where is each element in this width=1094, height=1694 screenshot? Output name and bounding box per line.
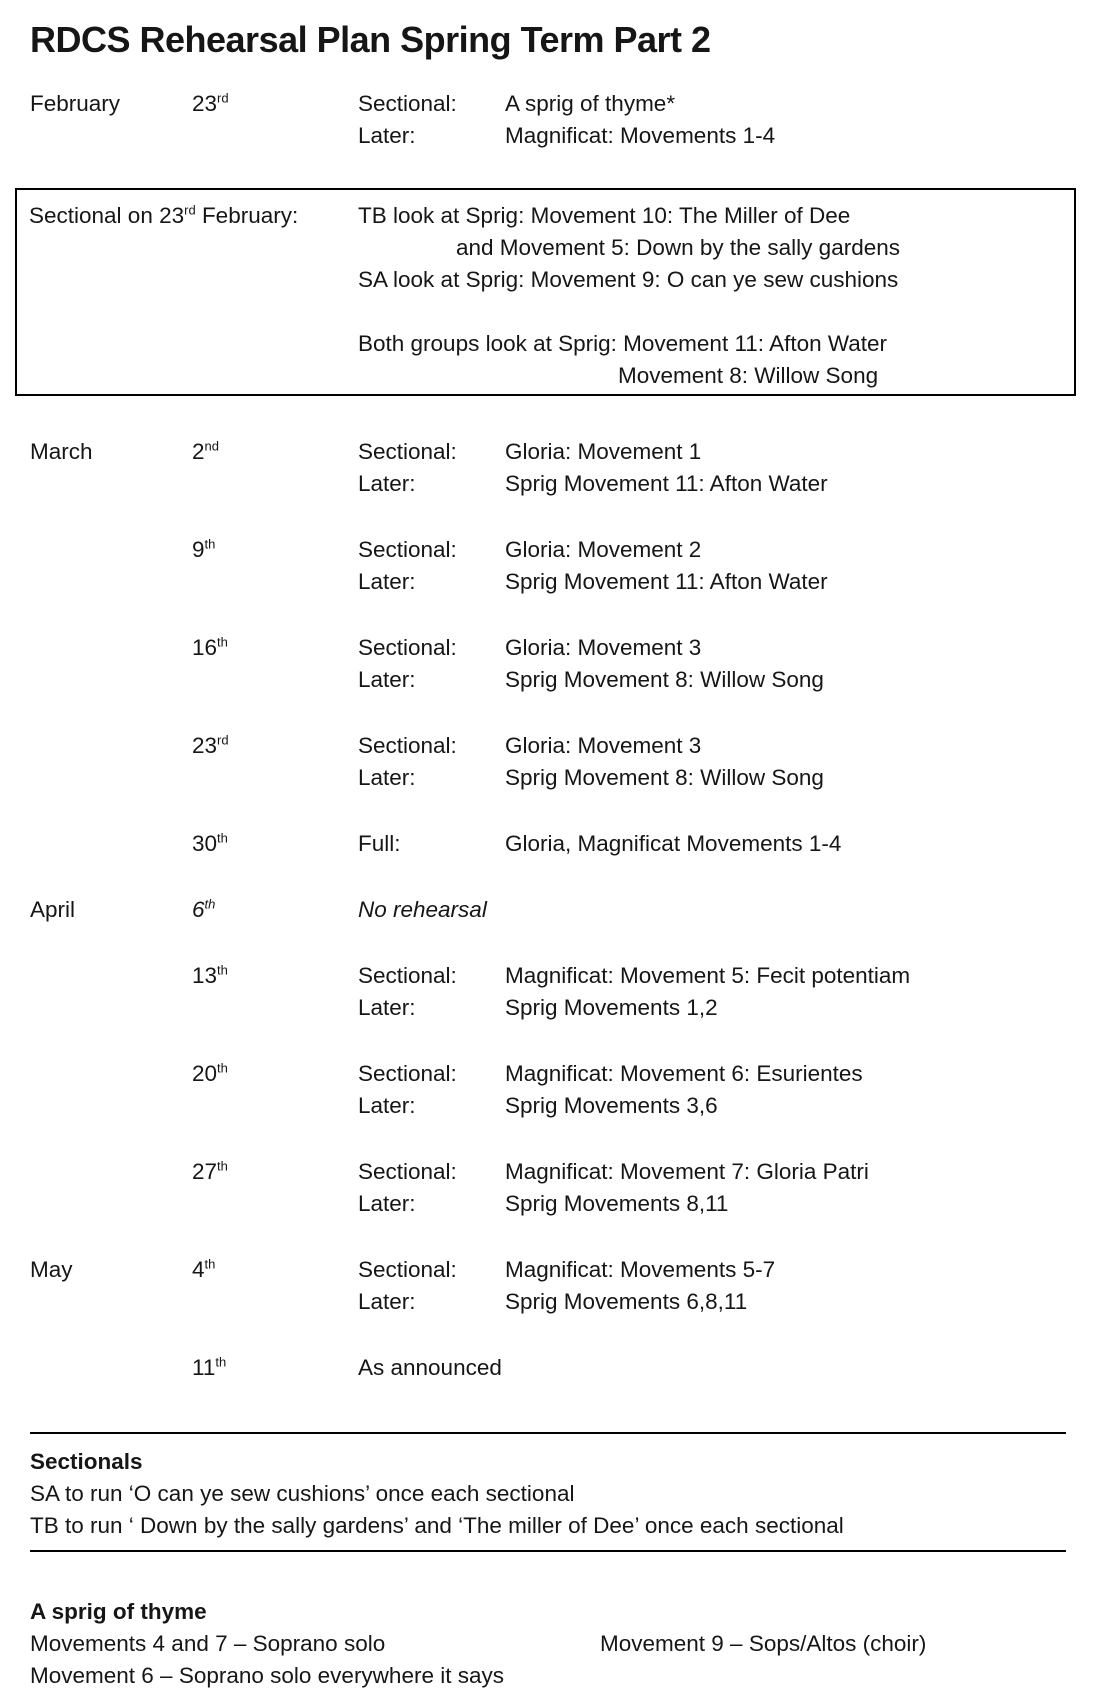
schedule-entry-mar-9 bbox=[30, 534, 1066, 598]
schedule-entry-may-11 bbox=[30, 1352, 1066, 1384]
ordinal-suffix: th bbox=[217, 1158, 228, 1174]
line-type-label: Sectional: bbox=[358, 733, 457, 758]
spacer-cell bbox=[30, 566, 192, 598]
spacer-cell bbox=[192, 1188, 358, 1220]
date-label bbox=[192, 730, 358, 762]
sprig-note-left: Movements 4 and 7 – Soprano solo bbox=[30, 1631, 386, 1656]
line-content: Gloria: Movement 3 bbox=[505, 635, 702, 660]
ordinal-suffix: rd bbox=[217, 732, 229, 748]
line-type-label: Sectional: bbox=[358, 439, 457, 464]
line-content: Magnificat: Movements 1-4 bbox=[505, 123, 776, 148]
month-label: February bbox=[30, 91, 121, 116]
line-content: Magnificat: Movements 5-7 bbox=[505, 1257, 776, 1282]
day-number: 4 bbox=[192, 1257, 205, 1282]
line-type-label: Sectional: bbox=[358, 1257, 457, 1282]
sprig-row bbox=[30, 1628, 1066, 1660]
ordinal-suffix: th bbox=[204, 1256, 216, 1272]
line-type-label: Later: bbox=[358, 123, 416, 148]
line-content: A sprig of thyme* bbox=[505, 91, 676, 116]
month-label: April bbox=[30, 897, 76, 922]
note-label-pre: Sectional on 23 bbox=[29, 203, 185, 228]
line-type-label: As announced bbox=[358, 1355, 502, 1380]
ordinal-suffix: th bbox=[217, 962, 228, 978]
line-type-label: Later: bbox=[358, 569, 416, 594]
line-type-label: Later: bbox=[358, 995, 416, 1020]
month-label bbox=[30, 1058, 192, 1090]
line-content: Sprig Movement 11: Afton Water bbox=[505, 569, 828, 594]
note-line: Both groups look at Sprig: Movement 11: Afton Water bbox=[358, 331, 888, 356]
month-label bbox=[30, 828, 192, 860]
day-number: 6 bbox=[192, 897, 205, 922]
spacer-cell bbox=[192, 664, 358, 696]
line-type-label: Sectional: bbox=[358, 1159, 457, 1184]
line-content: Magnificat: Movement 6: Esurientes bbox=[505, 1061, 863, 1086]
line-content: Sprig Movement 11: Afton Water bbox=[505, 471, 828, 496]
date-label bbox=[192, 1156, 358, 1188]
date-label bbox=[192, 828, 358, 860]
note-blank-line bbox=[358, 296, 1074, 328]
date-label bbox=[192, 1352, 358, 1384]
line-type-label: Later: bbox=[358, 1289, 416, 1314]
divider-line bbox=[30, 1550, 1066, 1552]
line-content: Sprig Movements 1,2 bbox=[505, 995, 718, 1020]
spacer-cell bbox=[192, 1286, 358, 1318]
note-label-post: February: bbox=[195, 203, 299, 228]
ordinal-suffix: th bbox=[215, 1354, 227, 1370]
line-content: Sprig Movements 3,6 bbox=[505, 1093, 718, 1118]
line-content bbox=[505, 894, 1066, 926]
date-label bbox=[192, 1254, 358, 1286]
sectional-note-box bbox=[15, 188, 1076, 396]
day-number: 23 bbox=[192, 733, 218, 758]
sectionals-heading: Sectionals bbox=[30, 1449, 143, 1474]
spacer-cell bbox=[30, 664, 192, 696]
date-label bbox=[192, 534, 358, 566]
ordinal-suffix: th bbox=[217, 830, 228, 846]
schedule-entry-apr-6 bbox=[30, 894, 1066, 926]
line-content: Gloria: Movement 3 bbox=[505, 733, 702, 758]
schedule-entry-mar-23 bbox=[30, 730, 1066, 794]
ordinal-suffix: th bbox=[204, 896, 216, 912]
line-type-label: Sectional: bbox=[358, 963, 457, 988]
line-content: Sprig Movement 8: Willow Song bbox=[505, 765, 824, 790]
schedule-entry-apr-13 bbox=[30, 960, 1066, 1024]
date-label bbox=[192, 894, 358, 926]
day-number: 13 bbox=[192, 963, 218, 988]
date-label bbox=[192, 436, 358, 468]
month-label bbox=[30, 730, 192, 762]
line-type-label: Sectional: bbox=[358, 91, 457, 116]
month-label: May bbox=[30, 1257, 73, 1282]
spacer-cell bbox=[30, 1188, 192, 1220]
spacer-cell bbox=[30, 1090, 192, 1122]
note-label bbox=[29, 200, 358, 392]
schedule-entry-feb-23 bbox=[30, 88, 1066, 152]
spacer-cell bbox=[192, 120, 358, 152]
spacer-cell bbox=[192, 468, 358, 500]
month-label bbox=[30, 960, 192, 992]
line-type-label: Sectional: bbox=[358, 537, 457, 562]
spacer-cell bbox=[192, 992, 358, 1024]
ordinal-suffix: th bbox=[217, 634, 228, 650]
note-line: TB look at Sprig: Movement 10: The Miller of Dee bbox=[358, 203, 851, 228]
sectionals-section bbox=[30, 1446, 1066, 1542]
line-type-label: Later: bbox=[358, 471, 416, 496]
schedule-entry-mar-16 bbox=[30, 632, 1066, 696]
document-title: RDCS Rehearsal Plan Spring Term Part 2 bbox=[30, 19, 711, 60]
date-label bbox=[192, 88, 358, 120]
spacer-cell bbox=[30, 762, 192, 794]
month-label bbox=[30, 1352, 192, 1384]
line-content: Magnificat: Movement 5: Fecit potentiam bbox=[505, 963, 911, 988]
sprig-heading: A sprig of thyme bbox=[30, 1599, 207, 1624]
month-label bbox=[30, 534, 192, 566]
month-label bbox=[30, 1156, 192, 1188]
spacer-cell bbox=[30, 992, 192, 1024]
ordinal-suffix: rd bbox=[217, 90, 229, 106]
sectionals-line: TB to run ‘ Down by the sally gardens’ and ‘The miller of Dee’ once each sectional bbox=[30, 1513, 844, 1538]
schedule-entry-mar-2 bbox=[30, 436, 1066, 500]
line-type-label: Later: bbox=[358, 1093, 416, 1118]
day-number: 2 bbox=[192, 439, 205, 464]
date-label bbox=[192, 1058, 358, 1090]
line-content: Sprig Movements 6,8,11 bbox=[505, 1289, 748, 1314]
schedule-entry-may-4 bbox=[30, 1254, 1066, 1318]
sprig-section bbox=[30, 1596, 1066, 1692]
sprig-note-right: Movement 9 – Sops/Altos (choir) bbox=[600, 1631, 927, 1656]
line-type-label: No rehearsal bbox=[358, 897, 487, 922]
line-type-label: Full: bbox=[358, 831, 401, 856]
line-type-label: Later: bbox=[358, 765, 416, 790]
line-content: Gloria: Movement 2 bbox=[505, 537, 702, 562]
day-number: 30 bbox=[192, 831, 218, 856]
ordinal-suffix: rd bbox=[184, 202, 196, 218]
spacer-cell bbox=[192, 762, 358, 794]
spacer-cell bbox=[30, 1286, 192, 1318]
divider-line bbox=[30, 1432, 1066, 1434]
month-label bbox=[30, 632, 192, 664]
line-content bbox=[505, 1352, 1066, 1384]
sectional-note-grid bbox=[29, 200, 1074, 392]
spacer-cell bbox=[30, 120, 192, 152]
schedule-entry-mar-30 bbox=[30, 828, 1066, 860]
sprig-note-line: Movement 6 – Soprano solo everywhere it says bbox=[30, 1663, 504, 1688]
day-number: 9 bbox=[192, 537, 205, 562]
schedule-entry-apr-20 bbox=[30, 1058, 1066, 1122]
line-type-label: Sectional: bbox=[358, 1061, 457, 1086]
line-type-label: Later: bbox=[358, 667, 416, 692]
day-number: 20 bbox=[192, 1061, 218, 1086]
spacer-cell bbox=[192, 1090, 358, 1122]
line-content: Sprig Movements 8,11 bbox=[505, 1191, 729, 1216]
day-number: 23 bbox=[192, 91, 218, 116]
note-line: Movement 8: Willow Song bbox=[618, 363, 879, 388]
line-content: Gloria, Magnificat Movements 1-4 bbox=[505, 831, 842, 856]
month-label: March bbox=[30, 439, 93, 464]
line-content: Sprig Movement 8: Willow Song bbox=[505, 667, 824, 692]
line-content: Gloria: Movement 1 bbox=[505, 439, 702, 464]
note-line: and Movement 5: Down by the sally gardens bbox=[456, 235, 900, 260]
day-number: 16 bbox=[192, 635, 218, 660]
day-number: 11 bbox=[192, 1355, 216, 1380]
ordinal-suffix: nd bbox=[204, 438, 219, 454]
note-lines bbox=[358, 200, 1074, 392]
sectionals-line: SA to run ‘O can ye sew cushions’ once each sectional bbox=[30, 1481, 575, 1506]
ordinal-suffix: th bbox=[217, 1060, 228, 1076]
ordinal-suffix: th bbox=[204, 536, 216, 552]
line-type-label: Later: bbox=[358, 1191, 416, 1216]
schedule-entry-apr-27 bbox=[30, 1156, 1066, 1220]
spacer-cell bbox=[30, 468, 192, 500]
note-line: SA look at Sprig: Movement 9: O can ye sew cushions bbox=[358, 267, 899, 292]
spacer-cell bbox=[192, 566, 358, 598]
line-content: Magnificat: Movement 7: Gloria Patri bbox=[505, 1159, 869, 1184]
day-number: 27 bbox=[192, 1159, 218, 1184]
date-label bbox=[192, 632, 358, 664]
line-type-label: Sectional: bbox=[358, 635, 457, 660]
date-label bbox=[192, 960, 358, 992]
